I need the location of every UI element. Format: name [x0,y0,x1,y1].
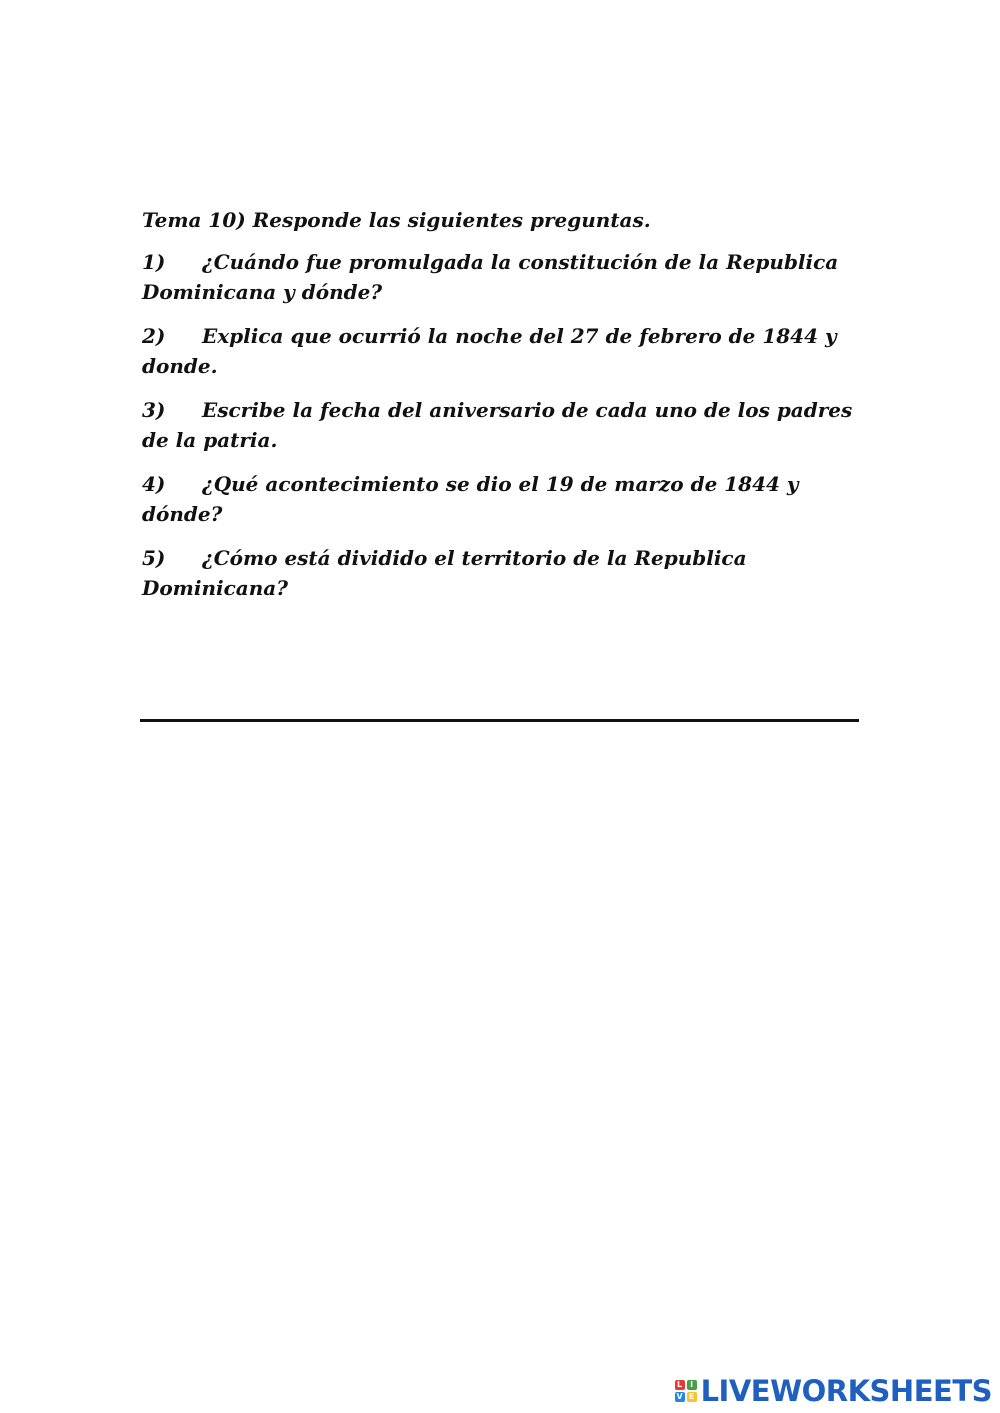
question-text: ¿Cómo está dividido el territorio de la Republica Dominicana? [142,546,747,600]
logo-letter-i: I [687,1380,697,1390]
liveworksheets-brand [675,1373,992,1409]
question-item [142,247,862,307]
liveworksheets-logo-icon [675,1380,697,1402]
question-number: 1) [142,250,166,274]
logo-letter-v: V [676,1392,683,1401]
question-text: ¿Qué acontecimiento se dio el 19 de marzo de 1844 y dónde? [142,472,799,526]
question-item [142,321,862,381]
brand-name: LIVEWORKSHEETS [700,1374,992,1408]
question-item [142,395,862,455]
question-number: 5) [142,546,166,570]
question-text: ¿Cuándo fue promulgada la constitución de la Republica Dominicana y dónde? [142,250,839,304]
question-item [142,469,862,529]
worksheet-content [142,205,862,617]
question-number: 4) [142,472,166,496]
answer-line [140,719,859,722]
question-number: 2) [142,324,166,348]
question-text: Escribe la fecha del aniversario de cada uno de los padres de la patria. [142,398,853,452]
question-number: 3) [142,398,166,422]
question-item [142,543,862,603]
worksheet-heading: Tema 10) Responde las siguientes preguntas. [142,208,651,232]
logo-letter-l: L [675,1380,685,1390]
logo-letter-e: E [687,1392,697,1402]
question-text: Explica que ocurrió la noche del 27 de febrero de 1844 y donde. [142,324,837,378]
